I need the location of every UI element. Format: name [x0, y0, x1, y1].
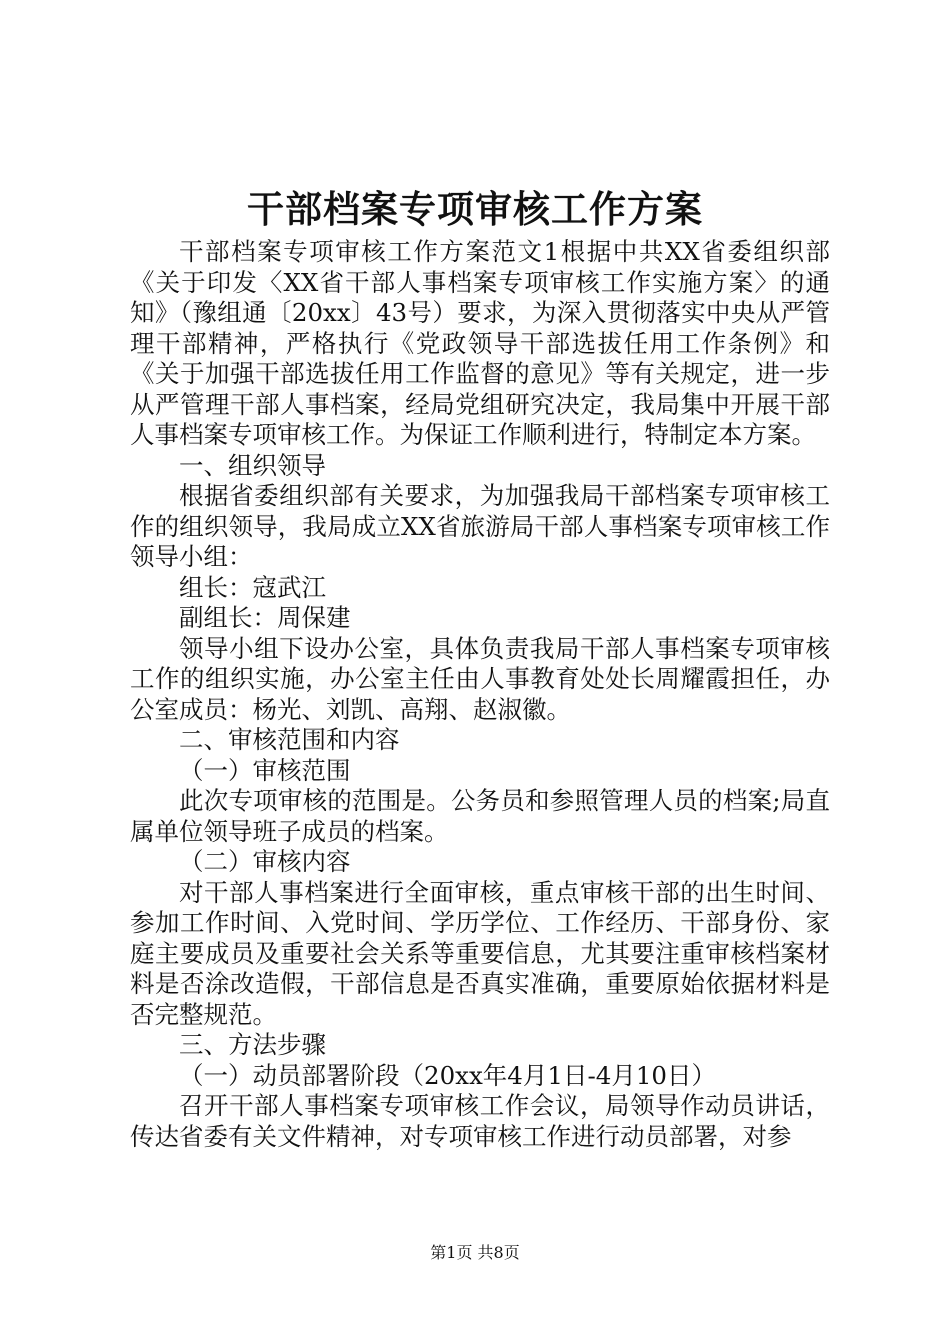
intro-paragraph: 干部档案专项审核工作方案范文1根据中共XX省委组织部《关于印发〈XX省干部人事档案专项审核工作实施方案〉的通知》（豫组通〔20xx〕43号）要求，为深入贯彻落实中央从严管理干部精神，严格执行《党政领导干部选拔任用工作条例》和《关于加强干部选拔任用工作监督的意见》等有关规定，进一步从严管理干部人事档案，经局党组研究决定，我局集中开展干部人事档案专项审核工作。为保证工作顺利进行，特制定本方案。: [130, 237, 830, 449]
subsection-heading: （二）审核内容: [179, 847, 351, 876]
section-heading-2: 二、审核范围和内容: [179, 725, 400, 754]
section-heading-3: 三、方法步骤: [179, 1030, 326, 1059]
section-heading-1: 一、组织领导: [179, 450, 326, 480]
paragraph: 召开干部人事档案专项审核工作会议，局领导作动员讲话，传达省委有关文件精神，对专项审核工作进行动员部署，对参: [130, 1091, 830, 1151]
page-number-footer: 第1页 共8页: [430, 1243, 520, 1262]
group-leader-line: 组长：寇武江: [179, 572, 326, 602]
document-body: [130, 237, 830, 1152]
subsection-heading: （一）审核范围: [179, 755, 351, 785]
subsection-heading: （一）动员部署阶段（20xx年4月1日-4月10日）: [179, 1060, 717, 1090]
deputy-leader-line: 副组长：周保建: [179, 603, 351, 632]
paragraph: 此次专项审核的范围是。公务员和参照管理人员的档案;局直属单位领导班子成员的档案。: [130, 786, 830, 846]
paragraph: 领导小组下设办公室，具体负责我局干部人事档案专项审核工作的组织实施，办公室主任由人事教育处处长周耀霞担任，办公室成员：杨光、刘凯、高翔、赵淑徽。: [130, 633, 830, 724]
paragraph: 根据省委组织部有关要求，为加强我局干部档案专项审核工作的组织领导，我局成立XX省旅游局干部人事档案专项审核工作领导小组：: [130, 481, 830, 571]
document-title: 干部档案专项审核工作方案: [247, 187, 703, 231]
paragraph: 对干部人事档案进行全面审核，重点审核干部的出生时间、参加工作时间、入党时间、学历学位、工作经历、干部身份、家庭主要成员及重要社会关系等重要信息，尤其要注重审核档案材料是否涂改造假，干部信息是否真实准确，重要原始依据材料是否完整规范。: [130, 877, 830, 1029]
